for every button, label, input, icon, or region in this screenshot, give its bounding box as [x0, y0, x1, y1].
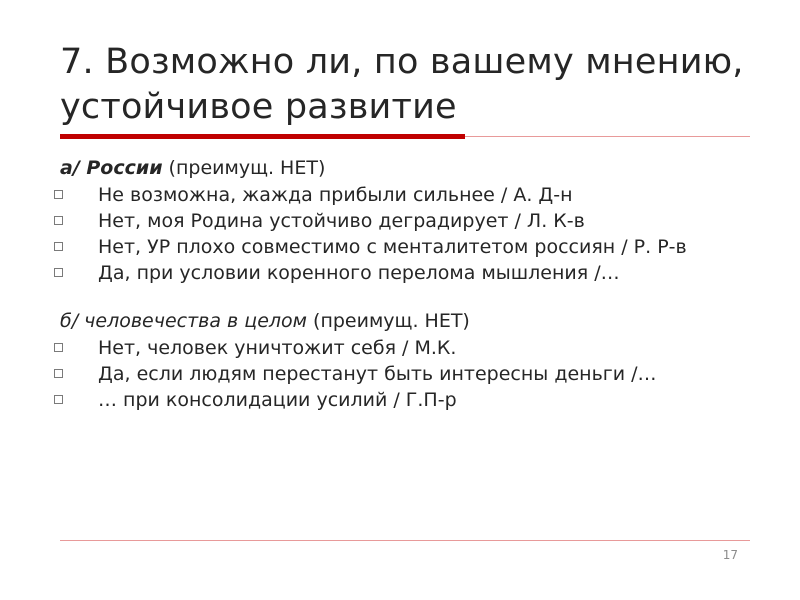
square-bullet-icon: [54, 369, 63, 378]
section-a-list: [60, 183, 760, 286]
title-accent-bar: [60, 134, 465, 139]
list-item-text: Нет, человек уничтожит себя / М.К.: [98, 337, 457, 359]
list-item: [60, 209, 760, 234]
square-bullet-icon: [54, 395, 63, 404]
section-b-list: [60, 336, 760, 413]
list-item-text: Да, если людям перестанут быть интересны деньги /…: [98, 363, 657, 385]
square-bullet-icon: [54, 242, 63, 251]
list-item-text: Да, при условии коренного перелома мышления /…: [98, 262, 620, 284]
section-b-heading: [60, 309, 760, 334]
list-item-text: … при консолидации усилий / Г.П-р: [98, 389, 457, 411]
square-bullet-icon: [54, 343, 63, 352]
list-item: [60, 388, 760, 413]
section-b-heading-note: (преимущ. НЕТ): [307, 310, 470, 332]
square-bullet-icon: [54, 268, 63, 277]
list-item: [60, 183, 760, 208]
section-a-heading-note: (преимущ. НЕТ): [162, 157, 326, 179]
section-gap: [60, 287, 760, 309]
footer-divider: [60, 540, 750, 541]
list-item: [60, 336, 760, 361]
list-item-text: Не возможна, жажда прибыли сильнее / А. Д-н: [98, 184, 573, 206]
list-item: [60, 362, 760, 387]
square-bullet-icon: [54, 190, 63, 199]
section-a-heading: [60, 156, 760, 181]
list-item: [60, 235, 760, 260]
slide-title: 7. Возможно ли, по вашему мнению, устойчивое развитие: [60, 42, 744, 127]
list-item-text: Нет, моя Родина устойчиво деградирует / Л. К-в: [98, 210, 585, 232]
section-b-heading-emphasis: б/ человечества в целом: [60, 310, 307, 332]
slide-content: [60, 156, 760, 414]
page-number: 17: [722, 548, 738, 562]
list-item-text: Нет, УР плохо совместимо с менталитетом россиян / Р. Р-в: [98, 236, 687, 258]
square-bullet-icon: [54, 216, 63, 225]
list-item: [60, 261, 760, 286]
section-a-heading-emphasis: а/ России: [60, 157, 163, 179]
